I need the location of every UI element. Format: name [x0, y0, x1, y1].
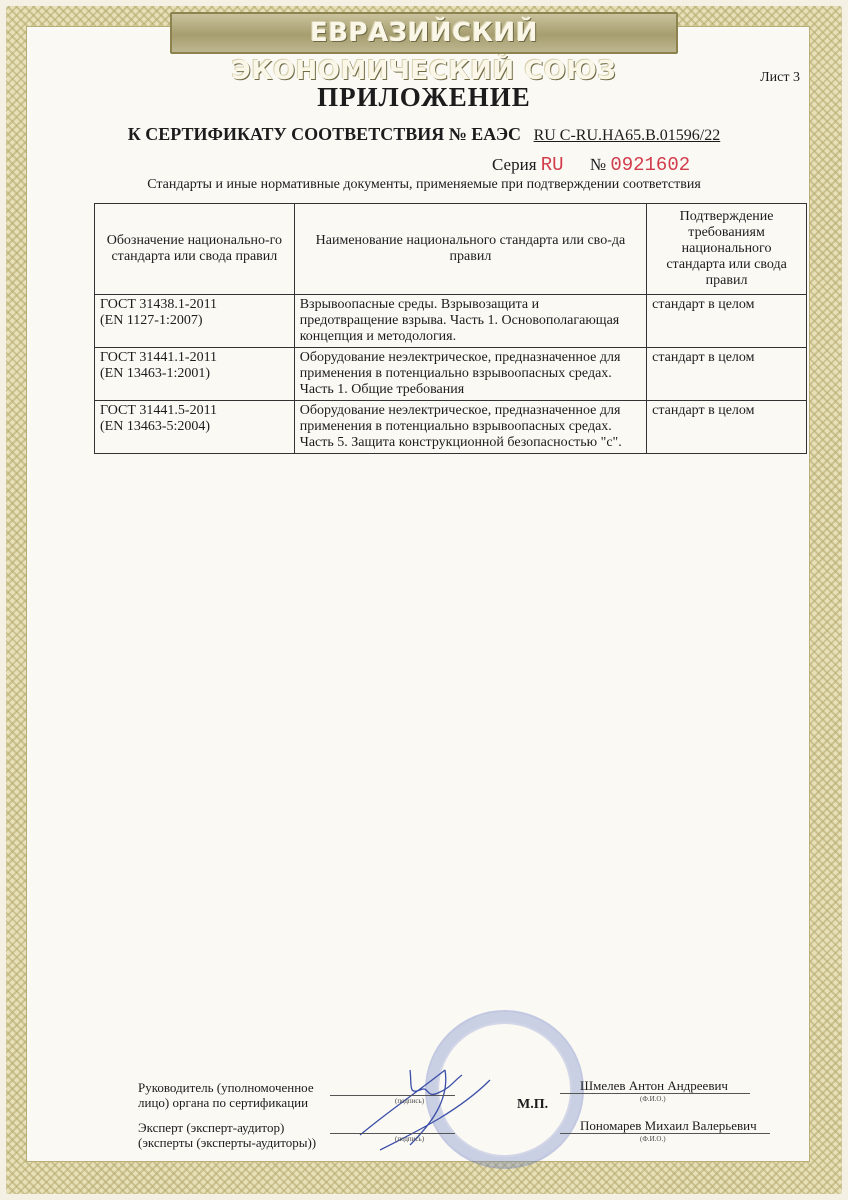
header-code: Обозначение национально-го стандарта или свода правил — [95, 204, 295, 295]
standard-code-cell — [95, 295, 295, 348]
expert-name: Пономарев Михаил Валерьевич — [580, 1118, 757, 1133]
expert-signature-line — [330, 1133, 455, 1134]
head-title — [138, 1080, 314, 1110]
form-number: 0921602 — [610, 154, 691, 176]
certificate-number: RU С-RU.НА65.В.01596/22 — [533, 127, 721, 144]
standard-status: стандарт в целом — [647, 348, 807, 401]
head-name-line — [560, 1093, 750, 1094]
certificate-line — [0, 124, 848, 145]
series-value: RU — [540, 154, 564, 176]
intro-text: Стандарты и иные нормативные документы, применяемые при подтверждении соответствия — [147, 177, 701, 192]
head-title-line2: лицо) органа по сертификации — [138, 1095, 309, 1110]
expert-title — [138, 1120, 316, 1150]
expert-name-line — [560, 1133, 770, 1134]
standard-code: ГОСТ 31438.1-2011 — [100, 297, 218, 312]
number-label: № — [589, 155, 607, 174]
document-sheet — [26, 26, 810, 1162]
standards-table — [94, 203, 807, 454]
standard-en: (EN 13463-5:2004) — [100, 419, 211, 434]
standard-code-cell — [95, 348, 295, 401]
handwritten-signature — [350, 1040, 500, 1160]
standard-name: Оборудование неэлектрическое, предназначенное для применения в потенциально взрывоопасных средах. Часть 1. Общие требования — [294, 348, 646, 401]
standard-en: (EN 1127-1:2007) — [100, 313, 203, 328]
standard-en: (EN 13463-1:2001) — [100, 366, 211, 381]
table-row — [95, 295, 807, 348]
page-title: ПРИЛОЖЕНИЕ — [317, 82, 531, 112]
standard-code-cell — [95, 401, 295, 454]
standard-name: Оборудование неэлектрическое, предназначенное для применения в потенциально взрывоопасных средах. Часть 5. Защита конструкционной безопасностью "с". — [294, 401, 646, 454]
sheet-number: Лист 3 — [760, 70, 800, 85]
head-title-line1: Руководитель (уполномоченное — [138, 1080, 314, 1095]
table-row — [95, 401, 807, 454]
header-name: Наименование национального стандарта или сво-да правил — [294, 204, 646, 295]
series-label: Серия — [492, 155, 537, 174]
header-banner: ЕВРАЗИЙСКИЙ ЭКОНОМИЧЕСКИЙ СОЮЗ — [170, 12, 678, 54]
expert-name-caption: (Ф.И.О.) — [640, 1135, 666, 1143]
standard-name: Взрывоопасные среды. Взрывозащита и предотвращение взрыва. Часть 1. Основополагающая концепция и методология. — [294, 295, 646, 348]
head-signature-caption: (подпись) — [395, 1097, 425, 1105]
expert-title-line1: Эксперт (эксперт-аудитор) — [138, 1120, 285, 1135]
table-row — [95, 348, 807, 401]
certificate-label: К СЕРТИФИКАТУ СООТВЕТСТВИЯ № ЕАЭС — [127, 124, 522, 144]
head-signature-line — [330, 1095, 455, 1096]
header-confirmation: Подтверждение требованиям национального стандарта или свода правил — [647, 204, 807, 295]
standard-status: стандарт в целом — [647, 401, 807, 454]
expert-signature-caption: (подпись) — [395, 1135, 425, 1143]
head-name: Шмелев Антон Андреевич — [580, 1078, 728, 1093]
expert-title-line2: (эксперты (эксперты-аудиторы)) — [138, 1135, 317, 1150]
series-line — [492, 154, 690, 176]
head-name-caption: (Ф.И.О.) — [640, 1095, 666, 1103]
standard-status: стандарт в целом — [647, 295, 807, 348]
standard-code: ГОСТ 31441.5-2011 — [100, 403, 218, 418]
stamp-place-label: М.П. — [517, 1097, 549, 1112]
table-header-row — [95, 204, 807, 295]
standard-code: ГОСТ 31441.1-2011 — [100, 350, 218, 365]
